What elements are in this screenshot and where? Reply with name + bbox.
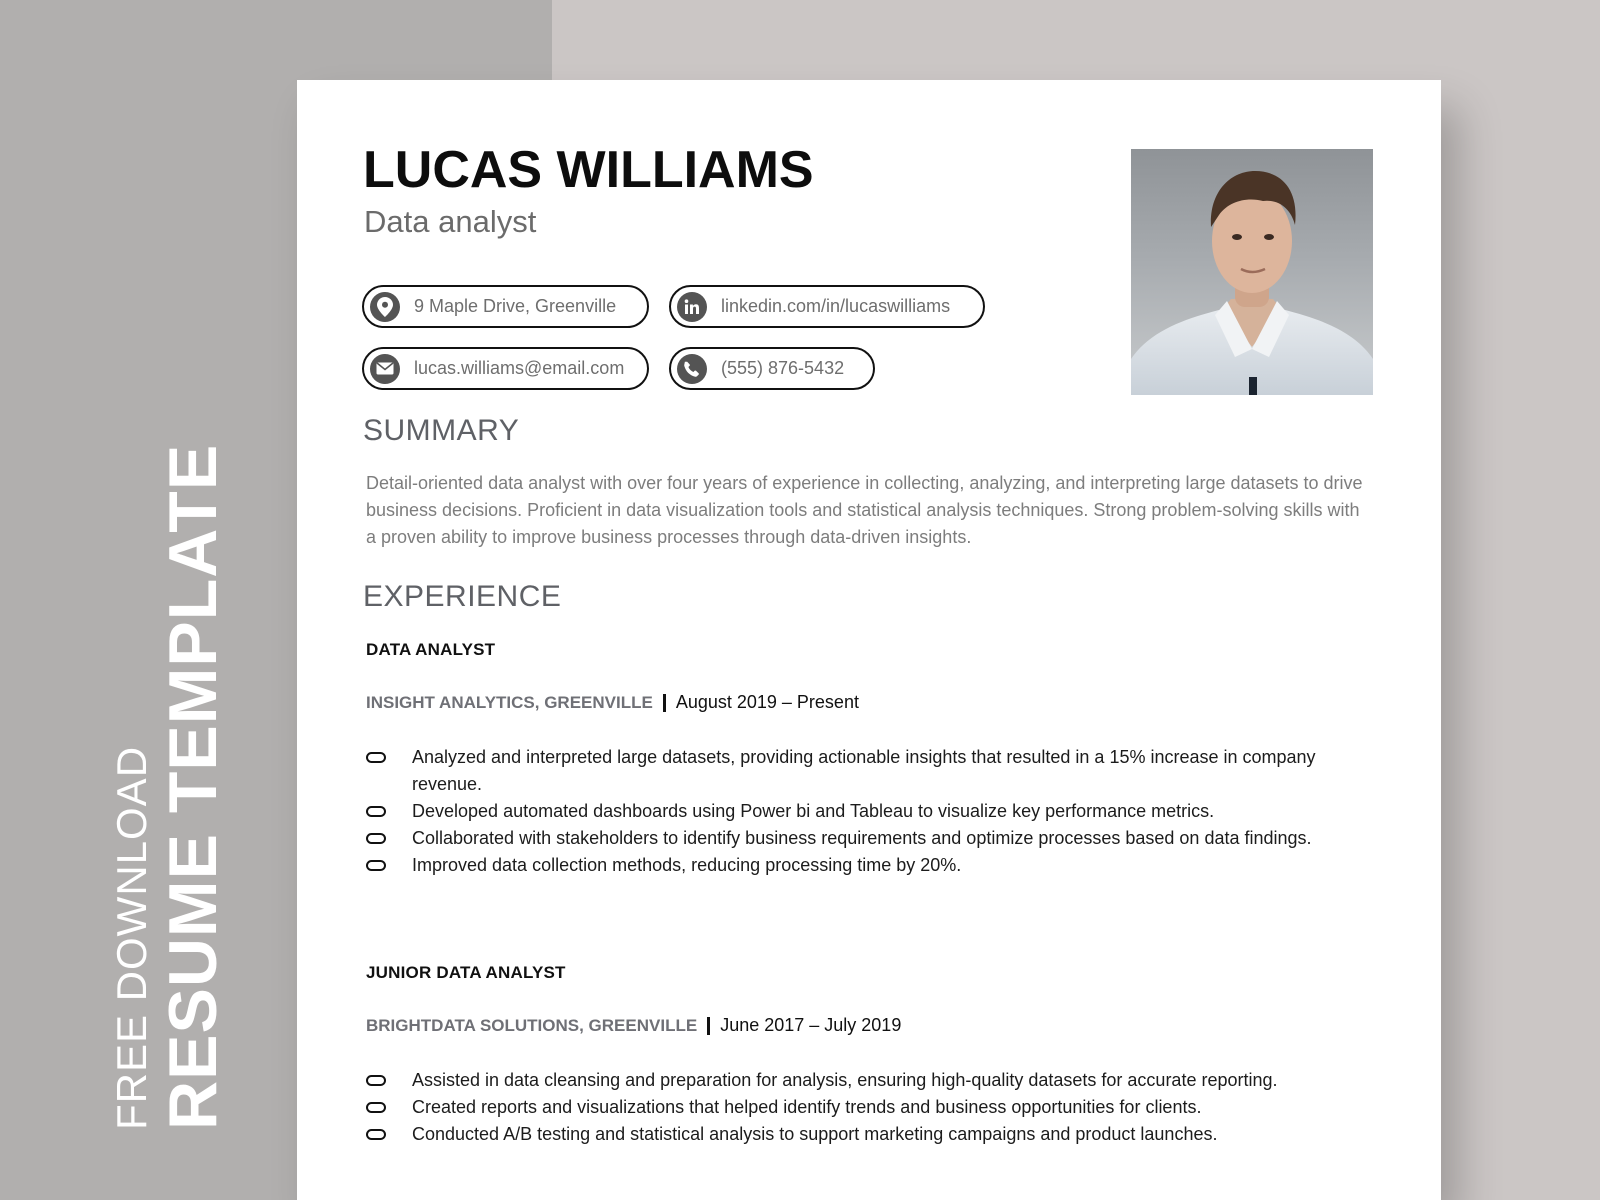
location-pin-icon: [370, 292, 400, 322]
job-meta: [366, 692, 859, 713]
promo-vertical-text: [110, 370, 250, 1130]
contact-phone: [669, 347, 875, 390]
bullet-text: Improved data collection methods, reducing processing time by 20%.: [412, 855, 962, 875]
contact-linkedin: [669, 285, 985, 328]
candidate-role: Data analyst: [364, 204, 537, 239]
phone-icon: [677, 354, 707, 384]
summary-heading: SUMMARY: [363, 414, 520, 447]
bullet-text: Assisted in data cleansing and preparation for analysis, ensuring high-quality datasets for accurate reporting.: [412, 1070, 1278, 1090]
contact-address: [362, 285, 649, 328]
bullet-text: Collaborated with stakeholders to identify business requirements and optimize processes based on data findings.: [412, 828, 1312, 848]
list-item: [366, 1094, 1326, 1121]
list-item: [366, 744, 1326, 798]
summary-text: Detail-oriented data analyst with over four years of experience in collecting, analyzing, and interpreting large datasets to drive business decisions. Proficient in data visualization tools and statistical analysis techniques. Strong problem-solving skills with a proven ability to improve business processes through data-driven insights.: [366, 473, 1363, 547]
list-item: [366, 1121, 1326, 1148]
contact-address-text: 9 Maple Drive, Greenville: [414, 296, 617, 316]
bullet-text: Developed automated dashboards using Power bi and Tableau to visualize key performance metrics.: [412, 801, 1215, 821]
contact-email: [362, 347, 649, 390]
experience-heading: EXPERIENCE: [363, 580, 562, 613]
bullet-icon: [366, 1129, 386, 1140]
job-company: INSIGHT ANALYTICS, GREENVILLE: [366, 692, 653, 712]
list-item: [366, 798, 1326, 825]
bullet-text: Created reports and visualizations that helped identify trends and business opportunities for clients.: [412, 1097, 1202, 1117]
bullet-text: Analyzed and interpreted large datasets, providing actionable insights that resulted in a 15% increase in company revenue.: [412, 747, 1316, 794]
contact-email-text: lucas.williams@email.com: [414, 358, 625, 378]
candidate-name: LUCAS WILLIAMS: [363, 141, 814, 199]
resume-page: [297, 80, 1441, 1200]
linkedin-icon: [677, 292, 707, 322]
contact-phone-text: (555) 876-5432: [721, 358, 845, 378]
bullet-icon: [366, 752, 386, 763]
list-item: [366, 1067, 1326, 1094]
job-title: DATA ANALYST: [366, 640, 496, 659]
bullet-icon: [366, 833, 386, 844]
profile-photo: [1131, 149, 1373, 395]
job-dates: June 2017 – July 2019: [720, 1015, 902, 1035]
bullet-icon: [366, 1102, 386, 1113]
promo-free-download: FREE DOWNLOAD: [108, 745, 155, 1130]
job-bullets: [366, 744, 1326, 879]
bullet-icon: [366, 860, 386, 871]
meta-divider: [663, 694, 666, 712]
job-company: BRIGHTDATA SOLUTIONS, GREENVILLE: [366, 1015, 698, 1035]
job-meta: [366, 1015, 901, 1036]
bullet-text: Conducted A/B testing and statistical analysis to support marketing campaigns and product launches.: [412, 1124, 1218, 1144]
bullet-icon: [366, 1075, 386, 1086]
envelope-icon: [370, 354, 400, 384]
job-dates: August 2019 – Present: [675, 692, 859, 712]
list-item: [366, 852, 1326, 879]
contact-linkedin-text: linkedin.com/in/lucaswilliams: [721, 296, 951, 316]
bullet-icon: [366, 806, 386, 817]
job-bullets: [366, 1067, 1326, 1148]
job-title: JUNIOR DATA ANALYST: [366, 963, 566, 982]
meta-divider: [707, 1017, 710, 1035]
list-item: [366, 825, 1326, 852]
promo-resume-template: RESUME TEMPLATE: [155, 443, 231, 1130]
